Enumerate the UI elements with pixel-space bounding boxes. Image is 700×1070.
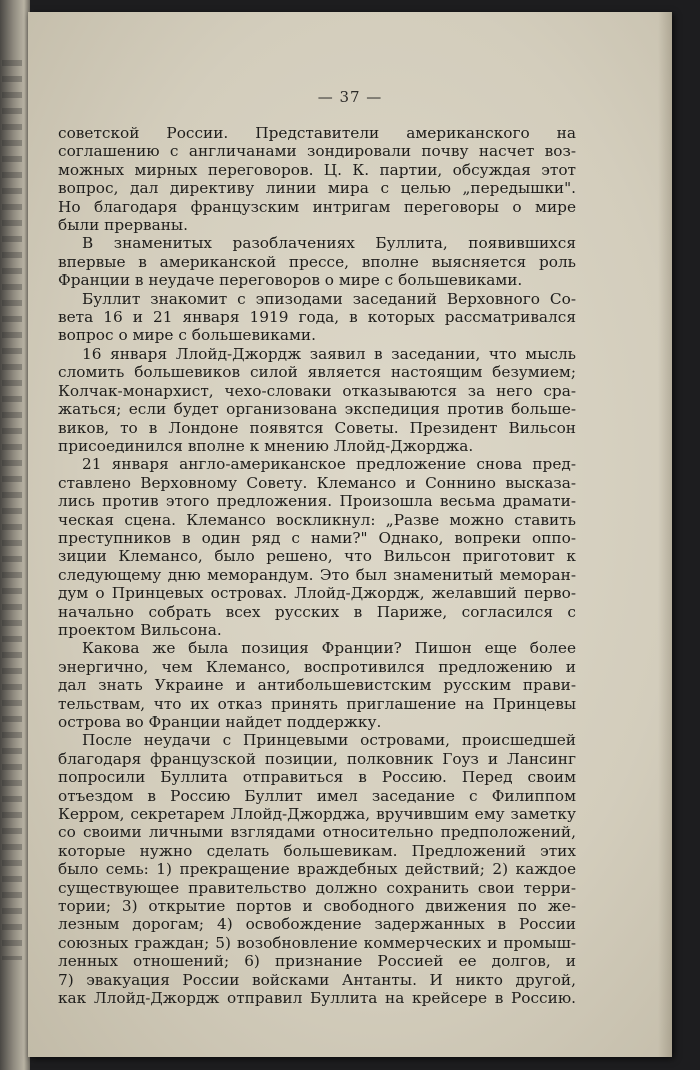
text-line: можных мирных переговоров. Ц. К. партии, обсуждая этот [58,160,576,179]
text-line: тельствам, что их отказ принять приглашение на Принцевы [58,694,576,713]
text-line: 21 января англо-американское предложение снова пред- [82,455,576,474]
text-line: как Ллойд-Джордж отправил Буллита на крейсере в Россию. [58,989,576,1008]
body-text [58,124,576,1008]
text-line: лезным дорогам; 4) освобождение задержанных в России [58,915,576,934]
text-line: вопрос о мире с большевиками. [58,326,316,345]
left-page-text-fragment [2,60,22,960]
text-line: 16 января Ллойд-Джордж заявил в заседании, что мысль [82,344,576,363]
text-line: существующее правительство должно сохранить свои терри- [58,878,576,897]
text-line: дум о Принцевых островах. Ллойд-Джордж, желавший перво- [58,584,576,603]
text-line: Но благодаря французским интригам переговоры о мире [58,197,576,216]
text-line: попросили Буллита отправиться в Россию. Перед своим [58,768,576,787]
text-line: отъездом в Россию Буллит имел заседание с Филиппом [58,786,576,805]
text-line: Керром, секретарем Ллойд-Джорджа, вручившим ему заметку [58,805,576,824]
text-line: были прерваны. [58,216,188,235]
text-line: В знаменитых разоблачениях Буллита, появившихся [82,234,576,253]
text-line: было семь: 1) прекращение враждебных действий; 2) каждое [58,860,576,879]
text-line: тории; 3) открытие портов и свободного движения по же- [58,897,576,916]
text-line: дал знать Украине и антибольшевистским русским прави- [58,676,576,695]
text-line: присоединился вполне к мнению Ллойд-Джорджа. [58,436,474,455]
text-line: которые нужно сделать большевикам. Предложений этих [58,841,576,860]
text-line: острова во Франции найдет поддержку. [58,713,382,731]
text-line: жаться; если будет организована экспедиция против больше- [58,400,576,419]
text-line: союзных граждан; 5) возобновление коммерческих и промыш- [58,933,576,952]
book-page [28,12,672,1057]
text-line: впервые в американской прессе, вполне выясняется роль [58,252,576,271]
text-line: Франции в неудаче переговоров о мире с большевиками. [58,271,523,290]
text-line: соглашению с англичанами зондировали почву насчет воз- [58,142,576,161]
text-line: вета 16 и 21 января 1919 года, в которых рассматривался [58,308,576,327]
text-line: зиции Клемансо, было решено, что Вильсон приготовит к [58,547,576,566]
text-line: преступников в один ряд с нами?" Однако, вопреки оппо- [58,528,576,547]
text-line: лись против этого предложения. Произошла весьма драмати- [58,492,576,511]
text-line: После неудачи с Принцевыми островами, происшедшей [82,731,576,750]
text-line: следующему дню меморандум. Это был знаменитый меморан- [58,565,576,584]
text-line: проектом Вильсона. [58,620,222,639]
text-line: виков, то в Лондоне появятся Советы. Президент Вильсон [58,418,576,437]
text-line: Буллит знакомит с эпизодами заседаний Верховного Со- [82,289,576,308]
text-line: вопрос, дал директиву линии мира с целью „передышки". [58,179,576,198]
text-line: со своими личными взглядами относительно предположений, [58,823,576,842]
text-line: Колчак-монархист, чехо-словаки отказываются за него сра- [58,381,576,400]
text-line: начально собрать всех русских в Париже, согласился с [58,602,576,621]
text-line: энергично, чем Клемансо, воспротивился предложению и [58,657,576,676]
left-page-edge [0,0,30,1070]
page-edge-shadow [658,12,672,1057]
text-line: благодаря французской позиции, полковник Гоуз и Лансинг [58,749,576,768]
text-line: ческая сцена. Клемансо воскликнул: „Разве можно ставить [58,510,576,529]
page-number: — 37 — [317,88,383,106]
text-line: Какова же была позиция Франции? Пишон еще более [82,639,576,658]
text-line: ставлено Верховному Совету. Клемансо и Соннино высказа- [58,473,576,492]
text-line: советской России. Представители американского на [58,124,576,142]
text-line: 7) эвакуация России войсками Антанты. И никто другой, [58,970,576,989]
text-line: ленных отношений; 6) признание Россией ее долгов, и [58,952,576,971]
text-line: сломить большевиков силой является настоящим безумием; [58,363,576,382]
